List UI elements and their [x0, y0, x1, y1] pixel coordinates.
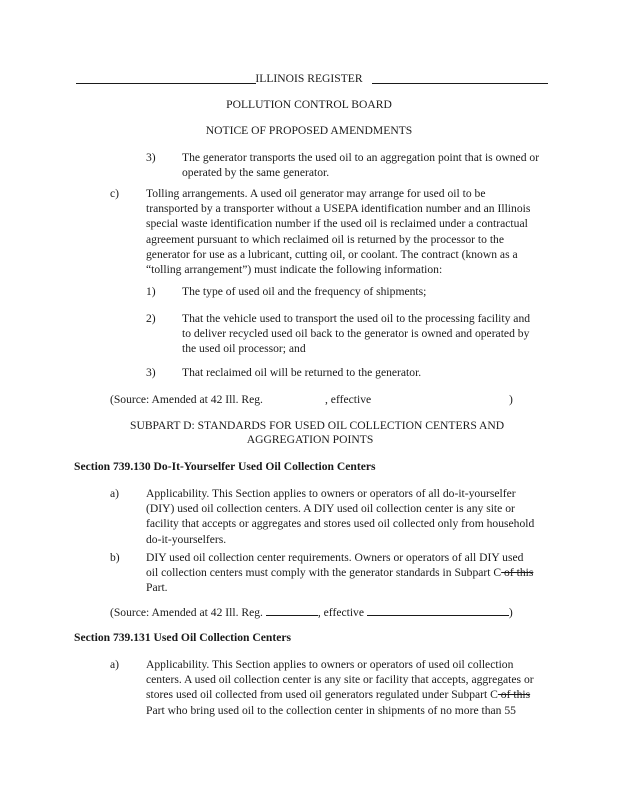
item-3-label: 3) — [146, 151, 156, 164]
text-line: to deliver recycled used oil back to the generator is owned and operated by — [182, 327, 530, 341]
section-130-b-text — [146, 550, 533, 596]
struck-text: of this — [497, 688, 531, 702]
notice-title: NOTICE OF PROPOSED AMENDMENTS — [205, 124, 413, 137]
subpart-heading-line-2: AGGREGATION POINTS — [246, 433, 374, 446]
text-line: the used oil processor; and — [182, 342, 306, 356]
section-130-b-label: b) — [110, 551, 120, 564]
source-2-prefix: (Source: Amended at 42 Ill. Reg. — [110, 606, 263, 619]
text-line: That the vehicle used to transport the used oil to the processing facility and — [182, 312, 531, 325]
register-title: ILLINOIS REGISTER — [255, 72, 363, 85]
source-2-suffix: ) — [508, 606, 513, 619]
board-title: POLLUTION CONTROL BOARD — [226, 98, 392, 111]
sub-2-text — [182, 311, 530, 357]
text-line: transported by a transporter without a USEPA identification number and an Illinois — [146, 202, 531, 216]
text-line — [146, 687, 534, 702]
text-line: Applicability. This Section applies to owners or operators of used oil collection — [146, 658, 514, 671]
text-line: operated by the same generator. — [182, 166, 330, 180]
source-2-line — [110, 604, 513, 620]
source-1-prefix: (Source: Amended at 42 Ill. Reg. — [110, 393, 263, 406]
text-line: Part. — [146, 581, 168, 595]
text-line: Tolling arrangements. A used oil generator may arrange for used oil to be — [146, 187, 486, 200]
source-2-effective: , effective — [317, 606, 364, 619]
section-130-a-text — [146, 486, 534, 547]
text-line: centers. A used oil collection center is any site or facility that accepts, aggregates or — [146, 673, 534, 687]
source-1-suffix: ) — [509, 393, 513, 406]
text-line: generator for use as a lubricant, cutting oil, or coolant. The contract (known as a — [146, 247, 518, 261]
text-line: DIY used oil collection center requirements. Owners or operators of all DIY used — [146, 551, 524, 564]
sub-3-label: 3) — [146, 366, 156, 379]
section-131-heading: Section 739.131 Used Oil Collection Centers — [74, 631, 292, 644]
sub-1-label: 1) — [146, 285, 156, 298]
section-130-heading: Section 739.130 Do-It-Yourselfer Used Oil Collection Centers — [74, 460, 376, 473]
text-line: “tolling arrangement”) must indicate the following information: — [146, 263, 443, 277]
struck-text: of this — [501, 566, 534, 580]
text-line: special waste identification number if the used oil is reclaimed under a contractual — [146, 217, 528, 231]
sub-1-text: The type of used oil and the frequency of shipments; — [182, 285, 427, 298]
item-c-text — [146, 186, 530, 277]
section-131-a-text — [146, 657, 534, 718]
text-line: Part who bring used oil to the collection center in shipments of no more than 55 — [146, 703, 516, 717]
sub-2-label: 2) — [146, 312, 156, 325]
text-line: facility that accepts or aggregates and stores used oil collected only from household — [146, 517, 535, 531]
subpart-heading-line-1: SUBPART D: STANDARDS FOR USED OIL COLLECTION CENTERS AND — [130, 419, 505, 432]
source-1-effective: , effective — [325, 393, 372, 406]
text-line: Applicability. This Section applies to owners or operators of all do-it-yourselfer — [146, 487, 516, 500]
section-130-a-label: a) — [110, 487, 120, 500]
text-run: oil collection centers must comply with the generator standards in Subpart C — [146, 566, 502, 580]
text-line: (DIY) used oil collection centers. A DIY used oil collection center is any site or — [146, 502, 515, 516]
text-line: The generator transports the used oil to an aggregation point that is owned or — [182, 151, 540, 164]
sub-3-text: That reclaimed oil will be returned to the generator. — [182, 366, 422, 379]
text-run: stores used oil collected from used oil generators regulated under Subpart C — [146, 688, 498, 702]
reg-page-blank — [266, 604, 318, 616]
text-line — [146, 565, 533, 580]
section-131-a-label: a) — [110, 658, 120, 671]
item-c-label: c) — [110, 187, 120, 200]
text-line: do-it-yourselfers. — [146, 532, 227, 546]
item-3-text — [182, 150, 539, 180]
effective-date-blank — [367, 604, 509, 616]
text-line: agreement pursuant to which reclaimed oil is returned by the processor to the — [146, 232, 505, 246]
